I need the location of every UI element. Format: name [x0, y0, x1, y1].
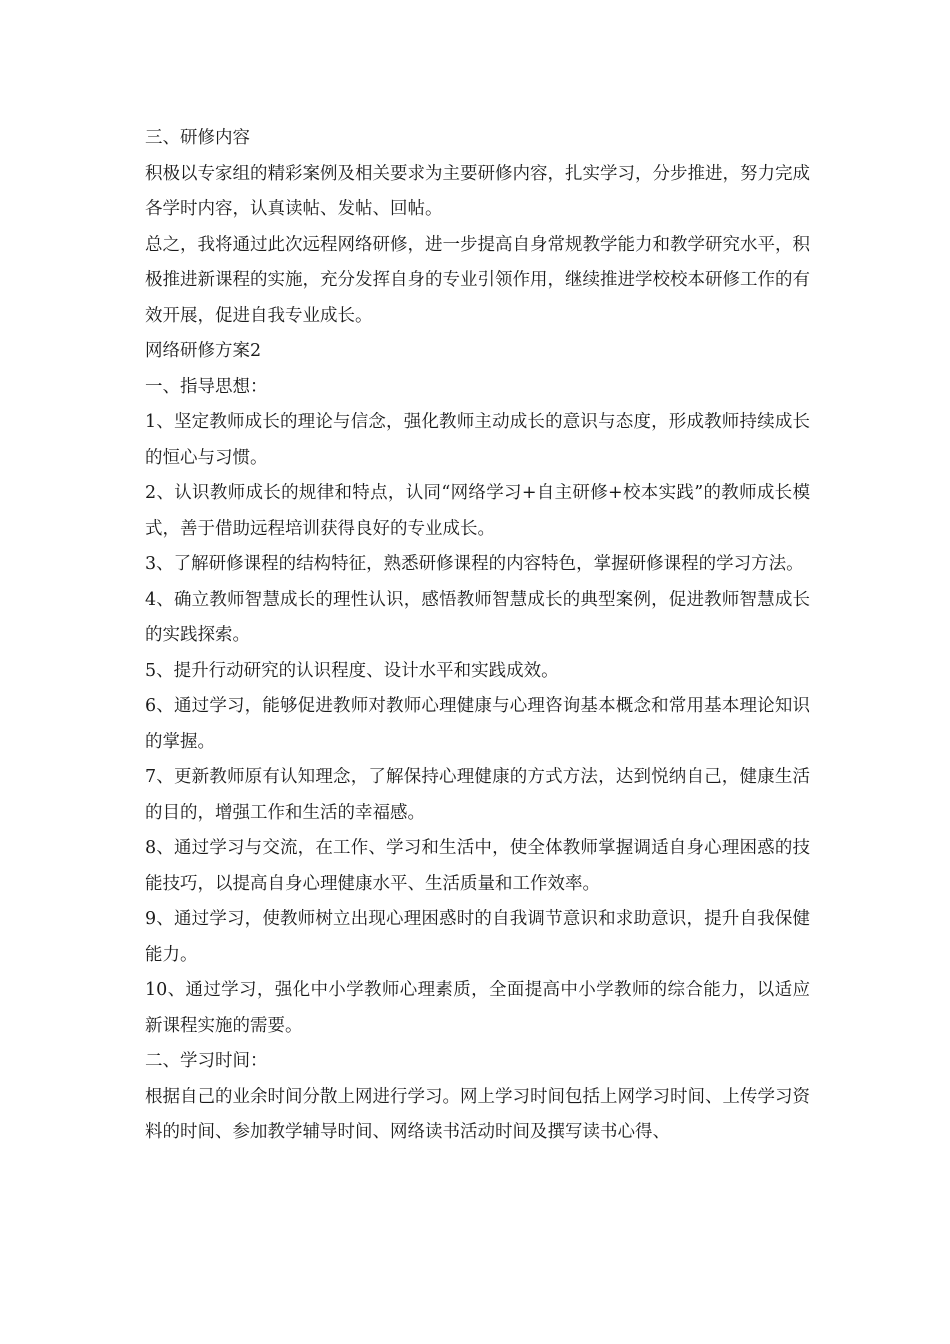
document-body: [145, 121, 810, 1151]
list-item-6: 6、通过学习，能够促进教师对教师心理健康与心理咨询基本概念和常用基本理论知识的掌握。: [145, 696, 810, 752]
list-item-7: 7、更新教师原有认知理念，了解保持心理健康的方式方法，达到悦纳自己，健康生活的目的，增强工作和生活的幸福感。: [145, 767, 810, 823]
section-heading-guiding-idea: 一、指导思想：: [145, 376, 268, 397]
list-item-10: 10、通过学习，强化中小学教师心理素质，全面提高中小学教师的综合能力，以适应新课程实施的需要。: [145, 980, 810, 1036]
list-item-9: 9、通过学习，使教师树立出现心理困惑时的自我调节意识和求助意识，提升自我保健能力。: [145, 909, 810, 965]
plan-title: 网络研修方案2: [145, 341, 262, 361]
list-item-8: 8、通过学习与交流，在工作、学习和生活中，使全体教师掌握调适自身心理困惑的技能技巧，以提高自身心理健康水平、生活质量和工作效率。: [145, 838, 810, 894]
paragraph-summary: 总之，我将通过此次远程网络研修，进一步提高自身常规教学能力和教学研究水平，积极推进新课程的实施，充分发挥自身的专业引领作用，继续推进学校校本研修工作的有效开展，促进自我专业成长。: [145, 234, 810, 326]
list-item-2: 2、认识教师成长的规律和特点，认同“网络学习+自主研修+校本实践”的教师成长模式，善于借助远程培训获得良好的专业成长。: [145, 483, 810, 539]
section-heading-study-time: 二、学习时间：: [145, 1051, 268, 1071]
list-item-5: 5、提升行动研究的认识程度、设计水平和实践成效。: [145, 660, 559, 681]
list-item-3: 3、了解研修课程的结构特征，熟悉研修课程的内容特色，掌握研修课程的学习方法。: [145, 554, 804, 574]
list-item-4: 4、确立教师智慧成长的理性认识，感悟教师智慧成长的典型案例，促进教师智慧成长的实践探索。: [145, 589, 810, 645]
paragraph-study-time: 根据自己的业余时间分散上网进行学习。网上学习时间包括上网学习时间、上传学习资料的时间、参加教学辅导时间、网络读书活动时间及撰写读书心得、: [145, 1086, 810, 1142]
list-item-1: 1、坚定教师成长的理论与信念，强化教师主动成长的意识与态度，形成教师持续成长的恒心与习惯。: [145, 412, 810, 468]
section-heading-research-content: 三、研修内容: [145, 128, 250, 148]
paragraph-research-content: 积极以专家组的精彩案例及相关要求为主要研修内容，扎实学习，分步推进，努力完成各学时内容，认真读帖、发帖、回帖。: [145, 163, 810, 219]
